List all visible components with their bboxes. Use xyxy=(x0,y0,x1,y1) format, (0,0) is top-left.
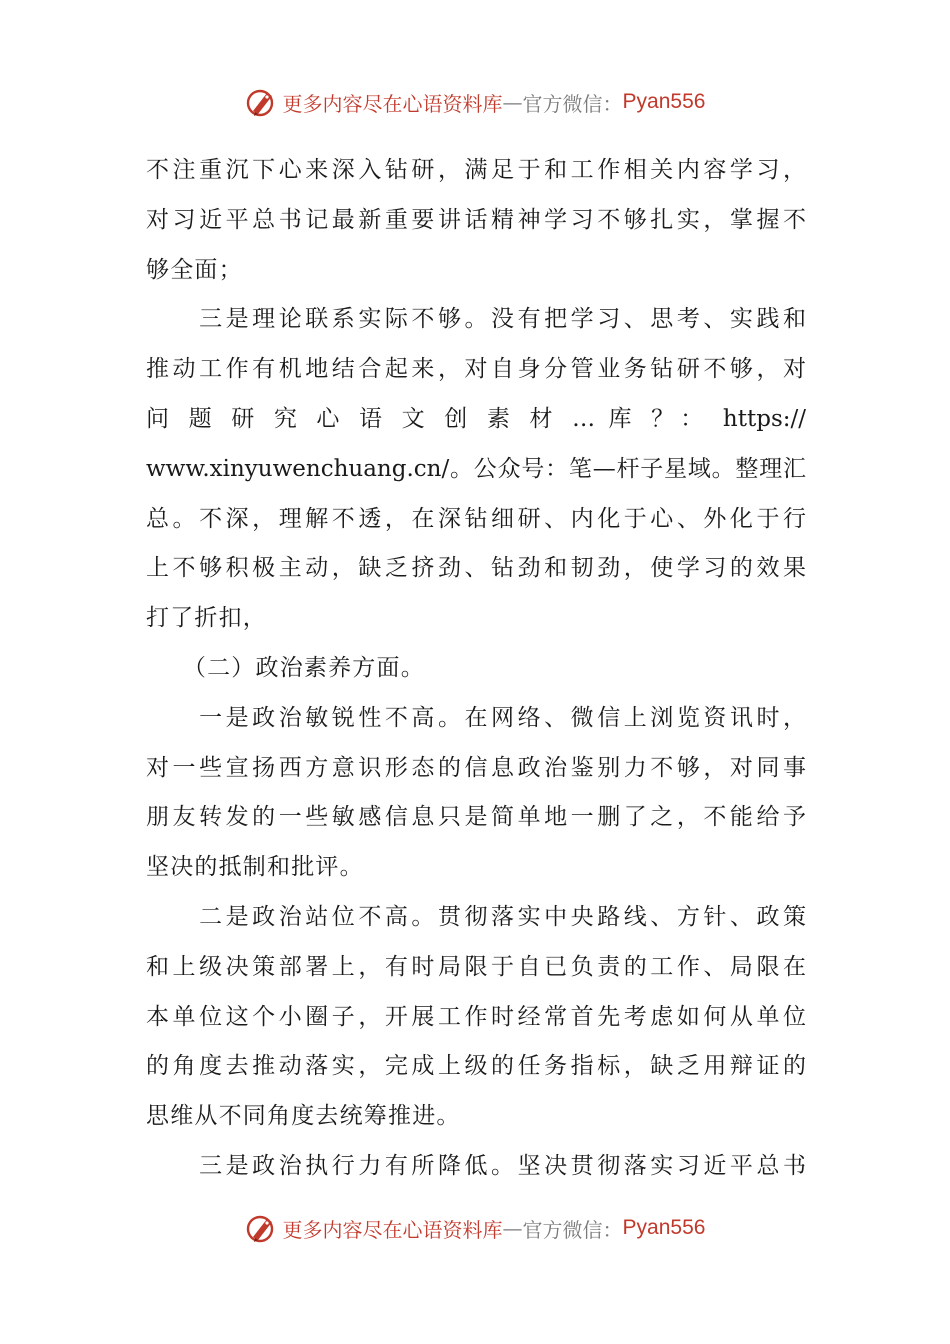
text-line: 对习近平总书记最新重要讲话精神学习不够扎实，掌握不 xyxy=(146,206,806,233)
banner-wechat-id: Pyan556 xyxy=(622,90,706,113)
text-line: 够全面； xyxy=(146,256,243,283)
banner-title: 更多内容尽在心语资料库 xyxy=(282,1217,503,1242)
text-line: 推动工作有机地结合起来，对自身分管业务钻研不够，对 xyxy=(146,356,806,383)
text-line: 总。不深，理解不透，在深钻细研、内化于心、外化于行 xyxy=(146,505,806,532)
header-banner xyxy=(0,82,950,122)
pen-nib-logo-icon xyxy=(245,85,279,119)
text-line: 三是政治执行力有所降低。坚决贯彻落实习近平总书 xyxy=(146,1152,806,1179)
text-line: 二是政治站位不高。贯彻落实中央路线、方针、政策 xyxy=(146,903,806,930)
text-line: 不注重沉下心来深入钻研，满足于和工作相关内容学习， xyxy=(146,157,806,183)
banner-wechat-label: 官方微信： xyxy=(522,91,623,116)
text-line: 朋友转发的一些敏感信息只是简单地一删了之，不能给予 xyxy=(146,804,806,831)
text-line: 三是理论联系实际不够。没有把学习、思考、实践和 xyxy=(146,306,806,333)
text-line: 思维从不同角度去统筹推进。 xyxy=(146,1103,461,1130)
text-line: 本单位这个小圈子，开展工作时经常首先考虑如何从单位 xyxy=(146,1003,806,1030)
text-line-url: www.xinyuwenchuang.cn/。公众号：笔—杆子星域。整理汇 xyxy=(146,455,806,482)
banner-separator: — xyxy=(502,90,523,114)
footer-banner xyxy=(0,1208,950,1248)
text-line: 坚决的抵制和批评。 xyxy=(146,854,364,881)
banner-title: 更多内容尽在心语资料库 xyxy=(282,91,503,116)
banner-wechat-label: 官方微信： xyxy=(522,1217,623,1242)
document-body xyxy=(146,146,806,1192)
banner-wechat-id: Pyan556 xyxy=(622,1216,706,1239)
banner-separator: — xyxy=(502,1216,523,1240)
text-line: 对一些宣扬西方意识形态的信息政治鉴别力不够，对同事 xyxy=(146,754,806,781)
text-line: 一是政治敏锐性不高。在网络、微信上浏览资讯时， xyxy=(146,704,806,731)
section-heading: （二）政治素养方面。 xyxy=(146,654,425,681)
text-line: 和上级决策部署上，有时局限于自已负责的工作、局限在 xyxy=(146,953,806,980)
text-line: 上不够积极主动，缺乏挤劲、钻劲和韧劲，使学习的效果 xyxy=(146,555,806,582)
pen-nib-logo-icon xyxy=(245,1211,279,1245)
text-line: 打了折扣， xyxy=(146,605,267,632)
text-line-url-start: 问 题 研 究 心 语 文 创 素 材 … 库 ？： https:// xyxy=(146,405,806,432)
text-line: 的角度去推动落实，完成上级的任务指标，缺乏用辩证的 xyxy=(146,1053,806,1080)
